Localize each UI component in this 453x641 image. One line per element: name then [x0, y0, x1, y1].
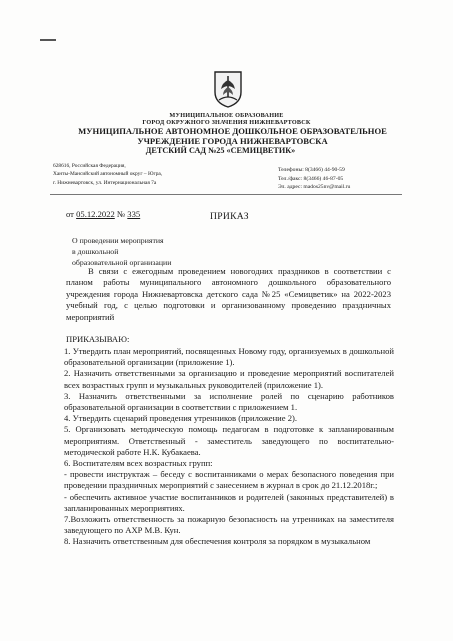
order-date: 05.12.2022 — [76, 209, 115, 219]
scan-mark — [40, 39, 56, 41]
order-item: - провести инструктаж – беседу с воспитанниками о мерах безопасного поведения при проведении праздничных мероприятий с занесением в журнал в срок до 21.12.2018г.; — [64, 469, 394, 491]
org-name-line3: ДЕТСКИЙ САД №25 «СЕМИЦВЕТИК» — [145, 146, 296, 155]
order-item: 1. Утвердить план мероприятий, посвященных Новому году, организуемых в дошкольной образовательной организации (приложение 1). — [64, 346, 394, 368]
org-contacts — [278, 166, 350, 192]
order-item: 4. Утвердить сценарий проведения утренников (приложение 2). — [64, 413, 298, 424]
contact-email: Эл. адрес: mados25nv@mail.ru — [278, 184, 351, 191]
order-item: 8. Назначить ответственным для обеспечения контроля за порядком в музыкальном — [64, 536, 371, 547]
order-title: ПРИКАЗ — [210, 211, 249, 222]
order-number: 335 — [127, 209, 141, 219]
order-item: - обеспечить активное участие воспитанников и родителей (законных представителей) в запланированных мероприятиях. — [64, 491, 394, 513]
subject-line: О проведении мероприятия — [72, 236, 164, 245]
contact-fax: Тел./факс: 8(3466) 46-87-05 — [278, 175, 344, 182]
date-prefix: от — [66, 209, 74, 219]
order-item: 3. Назначить ответственными за исполнение ролей по сценарию работников образовательной организации в соответствии с приложением 1. — [64, 390, 394, 413]
city-emblem-icon — [213, 70, 243, 108]
subject-line: образовательной организации — [72, 258, 172, 267]
address-line: Ханты-Мансийский автономный округ – Югра, — [53, 171, 163, 178]
subject-line: в дошкольной — [72, 247, 119, 256]
number-prefix: № — [116, 209, 126, 219]
order-item: 6. Воспитателям всех возрастных групп: — [64, 458, 213, 469]
org-city: ГОРОД ОКРУЖНОГО ЗНАЧЕНИЯ НИЖНЕВАРТОВСК — [142, 119, 311, 126]
header-divider — [50, 194, 402, 195]
org-name-line2: УЧРЕЖДЕНИЕ ГОРОДА НИЖНЕВАРТОВСКА — [137, 136, 328, 146]
address-line: г. Нижневартовск, ул. Интернациональная 7а — [53, 179, 157, 186]
order-item: 7.Возложить ответственность за пожарную безопасность на утренниках на заместителя заведующего по АХР М.В. Кун. — [64, 514, 394, 536]
contact-phone: Телефоны: 8(3466) 44-90-59 — [278, 167, 345, 173]
order-item: 5. Организовать методическую помощь педагогам в подготовке к запланированным мероприятиям. Ответственный - заместитель заведующего по воспитательно-методической работе Н.К. Кубакаева. — [64, 424, 394, 457]
org-municipality: МУНИЦИПАЛЬНОЕ ОБРАЗОВАНИЕ — [169, 112, 284, 119]
org-address — [53, 162, 162, 187]
org-name-line1: МУНИЦИПАЛЬНОЕ АВТОНОМНОЕ ДОШКОЛЬНОЕ ОБРАЗОВАТЕЛЬНОЕ — [78, 126, 387, 136]
order-preamble: В связи с ежегодным проведением новогодних праздников в соответствии с планом работы муниципального автономного дошкольного образовательного учреждения города Нижневартовска детского сада №25 «Семицветик» на 2022-2023 учебный год, с целью подготовки и организованному проведению праздничных мероприятий — [66, 266, 391, 322]
order-date-number — [66, 209, 140, 219]
address-line: 628616, Российская Федерация, — [53, 163, 126, 169]
order-item: 2. Назначить ответственными за организацию и проведение мероприятий воспитателей всех возрастных групп и музыкальных руководителей (приложение 1). — [64, 368, 394, 390]
order-items — [64, 346, 394, 548]
order-directive: ПРИКАЗЫВАЮ: — [66, 334, 130, 344]
order-subject — [72, 235, 171, 268]
